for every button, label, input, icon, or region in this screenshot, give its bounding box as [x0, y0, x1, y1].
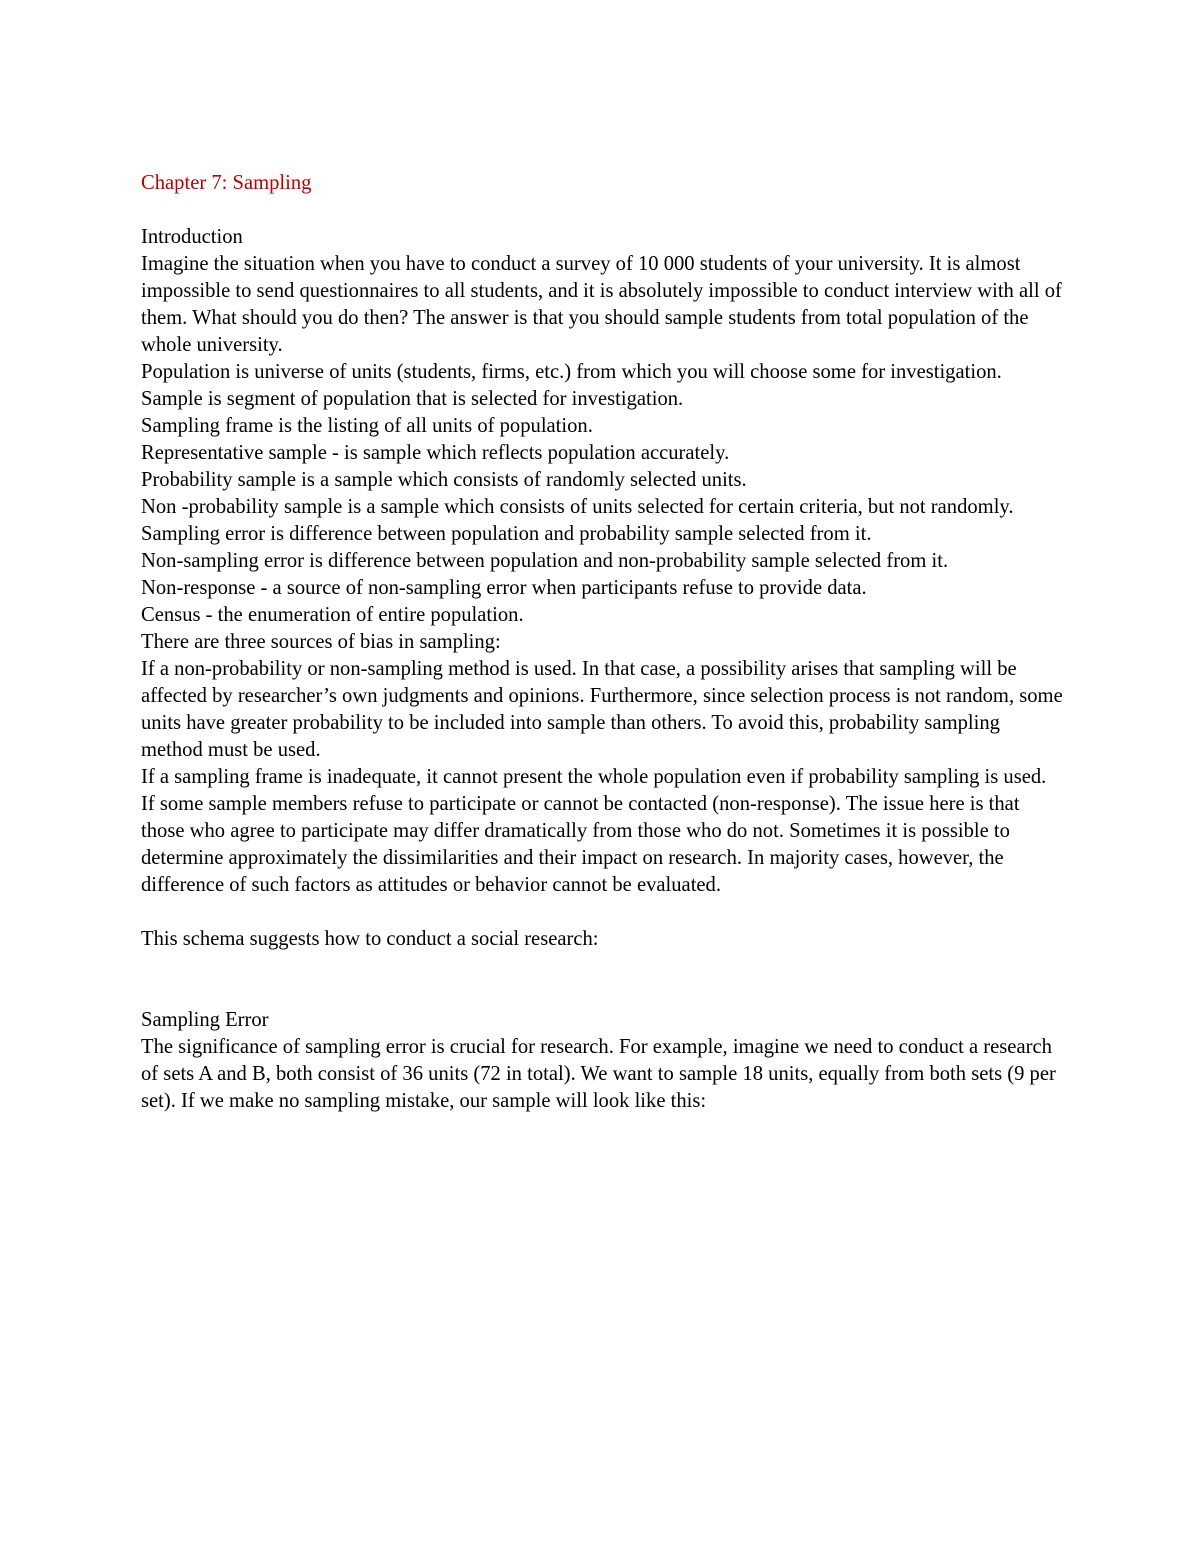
- paragraph: Sample is segment of population that is selected for investigation.: [141, 388, 684, 410]
- paragraph: If a sampling frame is inadequate, it cannot present the whole population even if probability sampling is used.: [141, 766, 1047, 788]
- paragraph: Non-response - a source of non-sampling error when participants refuse to provide data.: [141, 577, 867, 599]
- document-body: [141, 170, 1066, 1115]
- chapter-title: Chapter 7: Sampling: [141, 172, 312, 194]
- spacer: [141, 899, 1066, 926]
- section-heading-introduction: Introduction: [141, 226, 243, 248]
- paragraph: Census - the enumeration of entire population.: [141, 604, 524, 626]
- paragraph: Imagine the situation when you have to conduct a survey of 10 000 students of your university. It is almost impossible to send questionnaires to all students, and it is absolutely impossible to conduct interview with all of them. What should you do then? The answer is that you should sample students from total population of the whole university.: [141, 253, 1062, 356]
- paragraph: Non -probability sample is a sample which consists of units selected for certain criteria, but not randomly.: [141, 496, 1014, 518]
- paragraph: There are three sources of bias in sampling:: [141, 631, 501, 653]
- section-heading-sampling-error: Sampling Error: [141, 1009, 269, 1031]
- paragraph: If a non-probability or non-sampling method is used. In that case, a possibility arises that sampling will be affected by researcher’s own judgments and opinions. Furthermore, since selection process is not random, some units have greater probability to be included into sample than others. To avoid this, probability sampling method must be used.: [141, 658, 1063, 761]
- paragraph: Representative sample - is sample which reflects population accurately.: [141, 442, 730, 464]
- paragraph: Probability sample is a sample which consists of randomly selected units.: [141, 469, 747, 491]
- paragraph: The significance of sampling error is crucial for research. For example, imagine we need to conduct a research of sets A and B, both consist of 36 units (72 in total). We want to sample 18 units, equally from both sets (9 per set). If we make no sampling mistake, our sample will look like this:: [141, 1036, 1056, 1112]
- paragraph: If some sample members refuse to participate or cannot be contacted (non-response). The issue here is that those who agree to participate may differ dramatically from those who do not. Sometimes it is possible to determine approximately the dissimilarities and their impact on research. In majority cases, however, the difference of such factors as attitudes or behavior cannot be evaluated.: [141, 793, 1020, 896]
- schema-intro-text: This schema suggests how to conduct a social research:: [141, 928, 599, 950]
- spacer: [141, 197, 1066, 224]
- paragraph: Sampling frame is the listing of all units of population.: [141, 415, 593, 437]
- spacer: [141, 953, 1066, 1007]
- paragraph: Non-sampling error is difference between population and non-probability sample selected from it.: [141, 550, 949, 572]
- paragraph: Population is universe of units (students, firms, etc.) from which you will choose some for investigation.: [141, 361, 1002, 383]
- paragraph: Sampling error is difference between population and probability sample selected from it.: [141, 523, 872, 545]
